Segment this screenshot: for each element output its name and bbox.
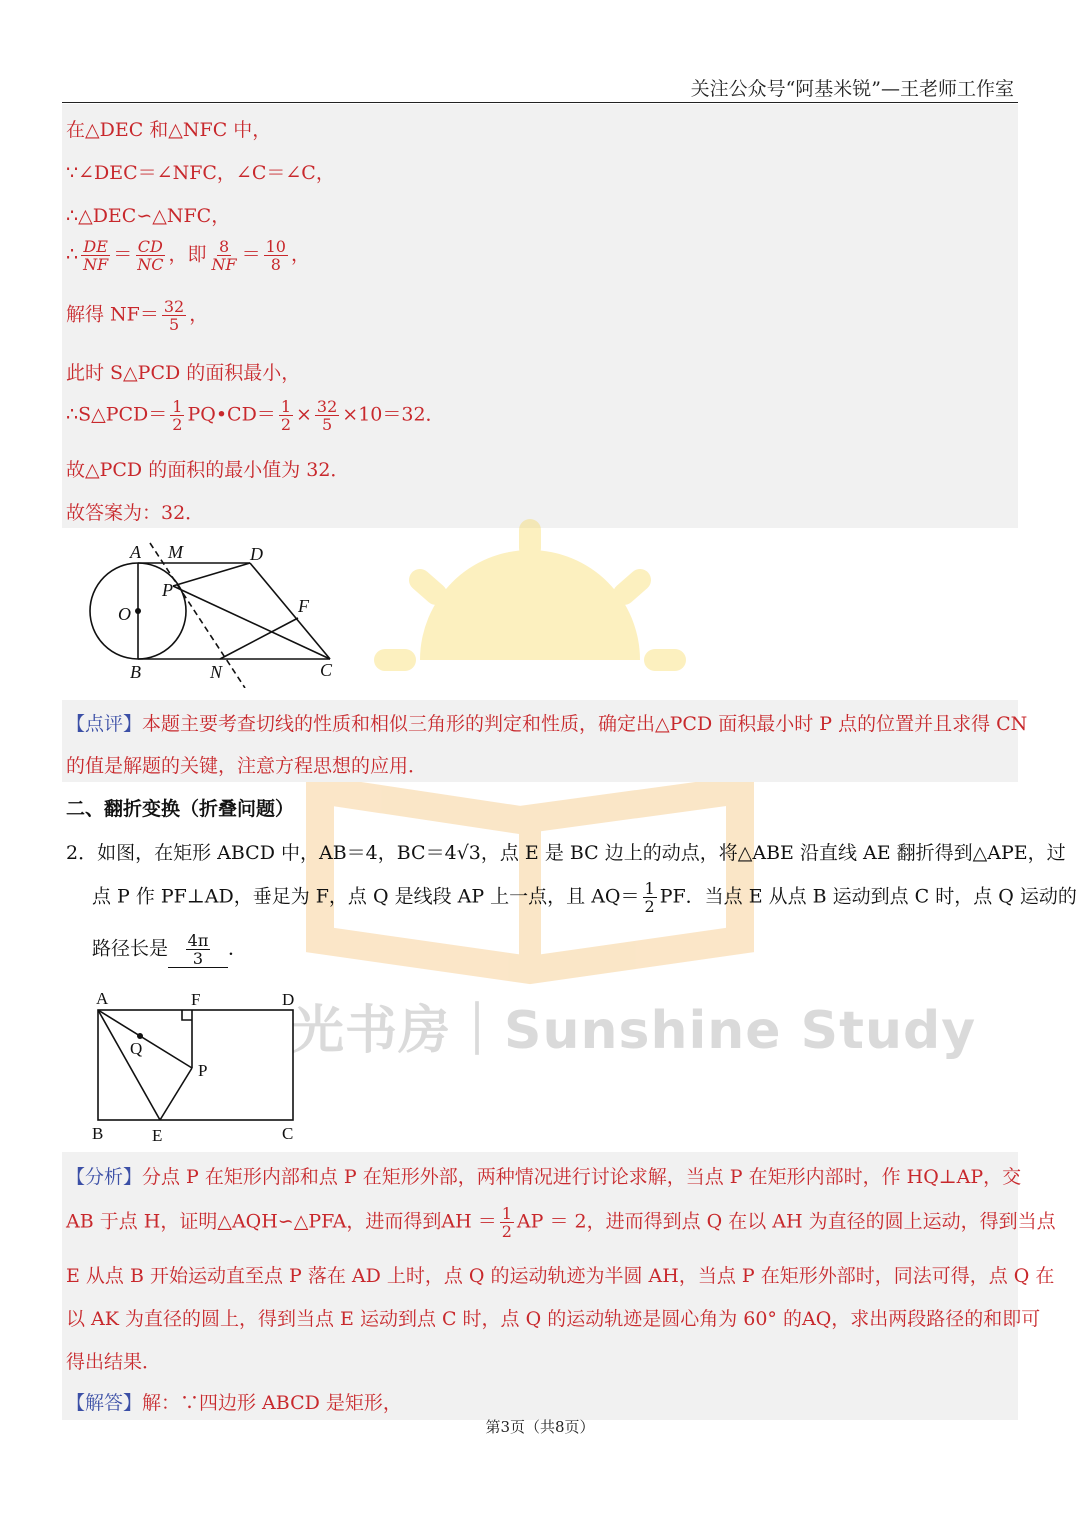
frac-num: CD — [137, 237, 163, 256]
text-segment: AB 于点 H，证明△AQH∽△PFA，进而得到AH ＝ — [66, 1210, 497, 1233]
analysis-bracket: 【分析】 — [66, 1166, 143, 1188]
fraction-1-2 — [170, 398, 184, 433]
text-segment: ，即 — [168, 243, 207, 266]
answer-line — [66, 1388, 402, 1415]
label-C: C — [320, 660, 333, 680]
answer-bracket: 【解答】 — [66, 1392, 143, 1414]
text-segment: ∴S△PCD＝ — [66, 403, 168, 426]
frac-den: 5 — [168, 315, 180, 334]
label-M: M — [168, 542, 183, 562]
problem-line-3 — [92, 932, 247, 968]
watermark-text: 光书房｜Sunshine Study — [292, 1001, 977, 1061]
frac-den: NF — [83, 255, 109, 274]
solution-line-2: ∵∠DEC＝∠NFC，∠C＝∠C， — [66, 162, 335, 184]
fraction-1-2 — [643, 880, 657, 915]
fraction-10-8 — [264, 238, 288, 273]
text-segment: 路径长是 — [92, 937, 169, 960]
analysis-line-5: 得出结果． — [66, 1351, 162, 1373]
text-segment: AP ＝ 2，进而得到点 Q 在以 AH 为直径的圆上运动，得到当点 — [516, 1210, 1056, 1233]
label-D: D — [282, 990, 295, 1009]
frac-num: 32 — [316, 397, 338, 416]
geometry-figure-1 — [80, 538, 350, 688]
text-segment: ， — [189, 303, 209, 326]
label-N: N — [210, 662, 223, 682]
fraction-cd-nc — [135, 238, 165, 273]
frac-den: 2 — [172, 415, 183, 434]
fraction-1-2 — [500, 1205, 514, 1240]
solution-line-4 — [66, 238, 310, 273]
label-O: O — [118, 604, 131, 624]
label-B: B — [130, 662, 141, 682]
section-title: 二、翻折变换（折叠问题） — [66, 798, 295, 820]
label-B: B — [92, 1124, 104, 1143]
solution-line-9: 故答案为：32． — [66, 502, 205, 524]
review-line-1 — [66, 709, 1027, 736]
text-segment: PQ•CD＝ — [187, 403, 276, 426]
answer-text: 解：∵四边形 ABCD 是矩形， — [142, 1392, 402, 1414]
solution-line-6: 此时 S△PCD 的面积最小， — [66, 362, 301, 384]
text-segment: ×10＝32． — [342, 403, 445, 426]
frac-num: 1 — [280, 397, 291, 416]
analysis-line-4: 以 AK 为直径的圆上，得到当点 E 运动到点 C 时，点 Q 的运动轨迹是圆心角为 60° 的AQ，求出两段路径的和即可 — [66, 1308, 1041, 1330]
analysis-line-1 — [66, 1162, 1021, 1189]
label-D: D — [250, 544, 263, 564]
answer-blank — [168, 932, 228, 968]
label-P: P — [198, 1061, 208, 1080]
answer-fraction — [186, 932, 211, 967]
fraction-1-2 — [279, 398, 293, 433]
label-C: C — [282, 1124, 294, 1143]
label-F: F — [298, 596, 309, 616]
fraction-8-nf — [209, 238, 238, 273]
solution-line-1: 在△DEC 和△NFC 中， — [66, 119, 272, 141]
text-segment: 解得 NF＝ — [66, 303, 159, 326]
frac-den: 8 — [270, 255, 281, 274]
solution-line-3: ∴△DEC∽△NFC， — [66, 205, 231, 227]
problem-line-1: 2．如图，在矩形 ABCD 中，AB＝4，BC＝4√3，点 E 是 BC 边上的动点，将△ABE 沿直线 AE 翻折得到△APE，过 — [66, 842, 1066, 864]
frac-den: 5 — [322, 415, 333, 434]
times: × — [296, 403, 312, 426]
frac-num: 1 — [172, 397, 183, 416]
fraction-32-5 — [315, 398, 339, 433]
fraction-de-nf — [81, 238, 110, 273]
frac-num: 8 — [218, 237, 230, 256]
equals: ＝ — [241, 243, 261, 266]
label-A: A — [130, 542, 141, 562]
label-P: P — [162, 580, 173, 600]
frac-den: 2 — [644, 897, 655, 916]
solution-line-8: 故△PCD 的面积的最小值为 32． — [66, 459, 350, 481]
review-bracket: 【点评】 — [66, 713, 143, 735]
frac-den: 2 — [280, 415, 291, 434]
page-header: 关注公众号“阿基米锐”—王老师工作室 — [690, 78, 1014, 100]
frac-den: NF — [211, 255, 237, 274]
page-footer: 第3页（共8页） — [485, 1418, 595, 1436]
geometry-figure-2 — [86, 986, 316, 1146]
text-segment: 点 P 作 PF⊥AD，垂足为 F，点 Q 是线段 AP 上一点，且 AQ＝ — [92, 885, 640, 908]
frac-den: NC — [137, 255, 164, 274]
frac-num: DE — [83, 237, 108, 256]
solution-line-5 — [66, 298, 208, 333]
label-E: E — [152, 1126, 163, 1145]
frac-num: 32 — [163, 297, 185, 316]
analysis-line-2 — [66, 1205, 1056, 1240]
text-segment: ． — [228, 937, 248, 960]
fraction-32-5 — [162, 298, 186, 333]
analysis-text: 分点 P 在矩形内部和点 P 在矩形外部，两种情况进行讨论求解，当点 P 在矩形内部时，作 HQ⊥AP，交 — [142, 1166, 1022, 1188]
therefore-symbol: ∴ — [66, 243, 79, 266]
review-line-2: 的值是解题的关键，注意方程思想的应用． — [66, 755, 428, 777]
label-A: A — [96, 989, 109, 1008]
label-F: F — [191, 990, 201, 1009]
label-Q: Q — [130, 1039, 143, 1058]
frac-num: 1 — [644, 879, 655, 898]
analysis-line-3: E 从点 B 开始运动直至点 P 落在 AD 上时，点 Q 的运动轨迹为半圆 AH，当点 P 在矩形外部时，同法可得，点 Q 在 — [66, 1265, 1055, 1287]
problem-line-2 — [92, 880, 1077, 915]
frac-den: 2 — [501, 1222, 512, 1241]
equals: ＝ — [113, 243, 133, 266]
text-segment: PF．当点 E 从点 B 运动到点 C 时，点 Q 运动的 — [659, 885, 1077, 908]
frac-den: 3 — [192, 949, 204, 968]
frac-num: 4π — [187, 931, 209, 950]
review-text: 本题主要考查切线的性质和相似三角形的判定和性质，确定出△PCD 面积最小时 P 点的位置并且求得 CN — [142, 713, 1028, 735]
solution-line-7 — [66, 398, 445, 433]
text-segment: ， — [290, 243, 310, 266]
frac-num: 1 — [501, 1204, 512, 1223]
frac-num: 10 — [265, 237, 286, 256]
header-divider — [62, 102, 1018, 103]
